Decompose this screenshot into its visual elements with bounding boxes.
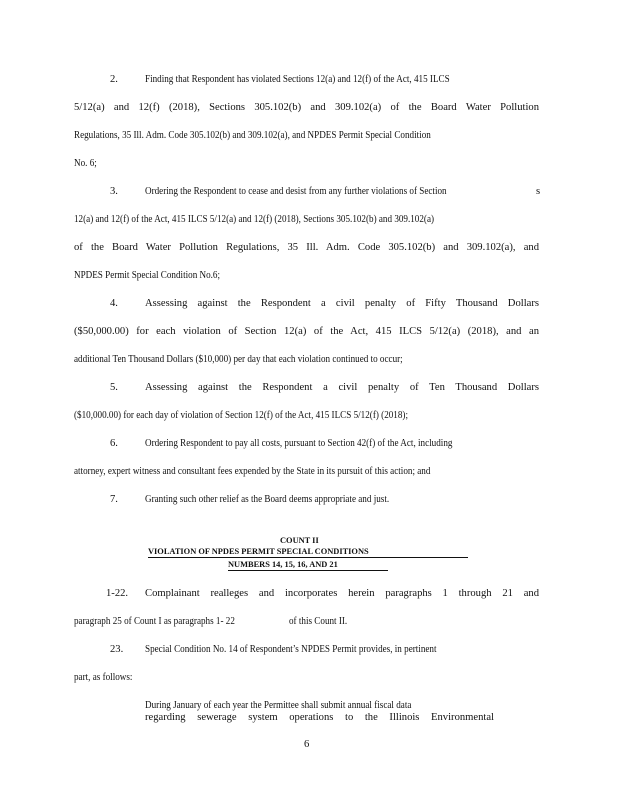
item-3-line-3: of the Board Water Pollution Regulations, 35 Ill. Adm. Code 305.102(b) and 309.102(a), and	[74, 242, 539, 253]
item-4-line-3: additional Ten Thousand Dollars ($10,000) per day that each violation continued to occur;	[74, 354, 403, 365]
count-item-1-22-line-2: paragraph 25 of Count I as paragraphs 1- 22	[74, 616, 235, 627]
count-item-23-number: 23.	[110, 644, 124, 655]
subtitle-underline	[148, 557, 468, 558]
item-7-number: 7.	[110, 494, 118, 505]
page-number: 6	[304, 739, 310, 750]
count-item-1-22-line-2-tail: of this Count II.	[289, 616, 348, 627]
item-6-line-2: attorney, expert witness and consultant fees expended by the State in its pursuit of this action; and	[74, 466, 431, 477]
count-item-1-22-number: 1-22.	[106, 588, 129, 599]
item-4-line-2: ($50,000.00) for each violation of Section 12(a) of the Act, 415 ILCS 5/12(a) (2018), and an	[74, 326, 539, 337]
numbers-underline	[228, 570, 388, 571]
item-5-number: 5.	[110, 382, 118, 393]
item-2-line-2: 5/12(a) and 12(f) (2018), Sections 305.102(b) and 309.102(a) of the Board Water Pollution	[74, 102, 539, 113]
item-5-line-2: ($10,000.00) for each day of violation of Section 12(f) of the Act, 415 ILCS 5/12(f) (2018);	[74, 410, 408, 421]
item-6-number: 6.	[110, 438, 118, 449]
count-heading-title: COUNT II	[280, 536, 319, 545]
item-3-line-1: Ordering the Respondent to cease and desist from any further violations of Section	[145, 186, 447, 197]
item-5-line-1: Assessing against the Respondent a civil penalty of Ten Thousand Dollars	[145, 382, 539, 393]
item-2-line-1: Finding that Respondent has violated Sections 12(a) and 12(f) of the Act, 415 ILCS	[145, 74, 450, 85]
count-heading-subtitle: VIOLATION OF NPDES PERMIT SPECIAL CONDITIONS	[148, 547, 369, 556]
item-3-line-4: NPDES Permit Special Condition No.6;	[74, 270, 221, 281]
item-4-number: 4.	[110, 298, 118, 309]
count-heading-numbers: NUMBERS 14, 15, 16, AND 21	[228, 560, 338, 569]
quote-line-1: During January of each year the Permittee shall submit annual fiscal data	[145, 700, 412, 711]
item-3-line-2: 12(a) and 12(f) of the Act, 415 ILCS 5/12(a) and 12(f) (2018), Sections 305.102(b) and 309.102(a)	[74, 214, 435, 225]
item-2-line-3: Regulations, 35 Ill. Adm. Code 305.102(b) and 309.102(a), and NPDES Permit Special Condition	[74, 130, 431, 141]
item-2-line-4: No. 6;	[74, 158, 97, 169]
item-6-line-1: Ordering Respondent to pay all costs, pursuant to Section 42(f) of the Act, including	[145, 438, 453, 449]
item-2-number: 2.	[110, 74, 118, 85]
count-item-23-line-1: Special Condition No. 14 of Respondent’s NPDES Permit provides, in pertinent	[145, 644, 437, 655]
count-item-23-line-2: part, as follows:	[74, 672, 133, 683]
item-3-number: 3.	[110, 186, 118, 197]
item-7-line-1: Granting such other relief as the Board deems appropriate and just.	[145, 494, 390, 505]
item-3-stray-s: s	[536, 186, 541, 197]
item-4-line-1: Assessing against the Respondent a civil penalty of Fifty Thousand Dollars	[145, 298, 539, 309]
quote-line-2: regarding sewerage system operations to the Illinois Environmental	[145, 712, 494, 723]
count-item-1-22-line-1: Complainant realleges and incorporates herein paragraphs 1 through 21 and	[145, 588, 539, 599]
